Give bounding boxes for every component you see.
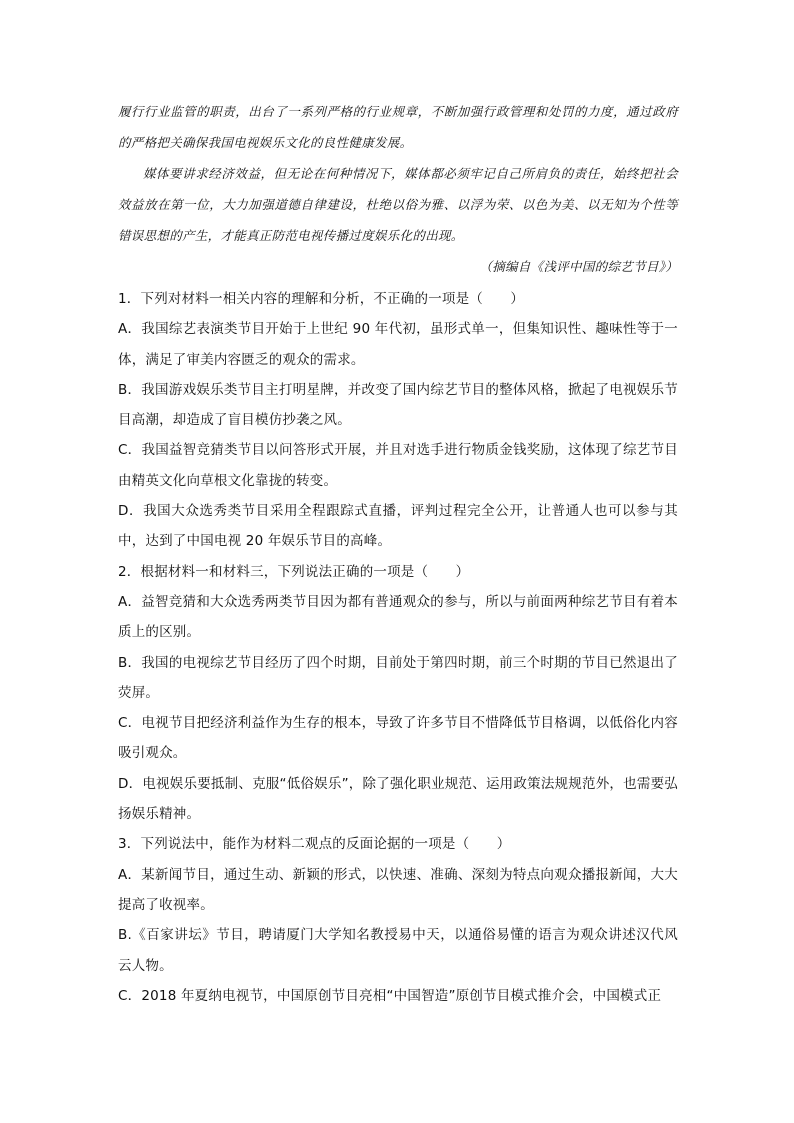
option-c: C．我国益智竞猜类节目以问答形式开展，并且对选手进行物质金钱奖励，这体现了综艺节目由精英文化向草根文化靠拢的转变。: [118, 442, 678, 489]
question-stem: 3．下列说法中，能作为材料二观点的反面论据的一项是（ ）: [118, 836, 511, 853]
option-a: A．某新闻节目，通过生动、新颖的形式，以快速、准确、深刻为特点向观众播报新闻，大大提高了收视率。: [118, 866, 678, 913]
document-page: [118, 96, 678, 1011]
question-3: [118, 829, 678, 1011]
material-source: （摘编自《浅评中国的综艺节目》）: [479, 259, 678, 274]
material-paragraph-2: 媒体要讲求经济效益，但无论在何种情况下，媒体都必须牢记自己所肩负的责任，始终把社会效益放在第一位，大力加强道德自律建设，杜绝以俗为雅、以浮为荣、以色为美、以无知为个性等错误思想的产生，才能真正防范电视传播过度娱乐化的出现。: [118, 166, 678, 243]
question-1: [118, 284, 678, 557]
option-c: C．2018 年夏纳电视节，中国原创节目亮相“中国智造”原创节目模式推介会，中国模式正: [118, 987, 662, 1004]
reading-material: [118, 96, 678, 282]
option-a: A．益智竞猜和大众选秀两类节目因为都有普通观众的参与，所以与前面两种综艺节目有着本质上的区别。: [118, 593, 678, 641]
option-b: B.《百家讲坛》节目，聘请厦门大学知名教授易中天，以通俗易懂的语言为观众讲述汉代风云人物。: [118, 927, 678, 974]
question-list: [118, 284, 678, 1011]
option-b: B．我国的电视综艺节目经历了四个时期，目前处于第四时期，前三个时期的节目已然退出了荧屏。: [118, 654, 678, 701]
option-b: B．我国游戏娱乐类节目主打明星牌，并改变了国内综艺节目的整体风格，掀起了电视娱乐节目高潮，却造成了盲目模仿抄袭之风。: [118, 381, 678, 429]
question-stem: 1．下列对材料一相关内容的理解和分析，不正确的一项是（ ）: [118, 291, 525, 307]
question-stem: 2．根据材料一和材料三，下列说法正确的一项是（ ）: [118, 563, 470, 580]
question-2: [118, 557, 678, 830]
material-paragraph-1: 履行行业监管的职责，出台了一系列严格的行业规章，不断加强行政管理和处罚的力度，通过政府的严格把关确保我国电视娱乐文化的良性健康发展。: [118, 104, 678, 150]
option-a: A．我国综艺表演类节目开始于上世纪 90 年代初，虽形式单一，但集知识性、趣味性等于一体，满足了审美内容匮乏的观众的需求。: [118, 321, 678, 368]
option-c: C．电视节目把经济利益作为生存的根本，导致了许多节目不惜降低节目格调，以低俗化内容吸引观众。: [118, 715, 678, 762]
option-d: D．我国大众选秀类节目采用全程跟踪式直播，评判过程完全公开，让普通人也可以参与其中，达到了中国电视 20 年娱乐节目的高峰。: [118, 503, 678, 550]
option-d: D．电视娱乐要抵制、克服“低俗娱乐”，除了强化职业规范、运用政策法规规范外，也需要弘扬娱乐精神。: [118, 775, 678, 823]
